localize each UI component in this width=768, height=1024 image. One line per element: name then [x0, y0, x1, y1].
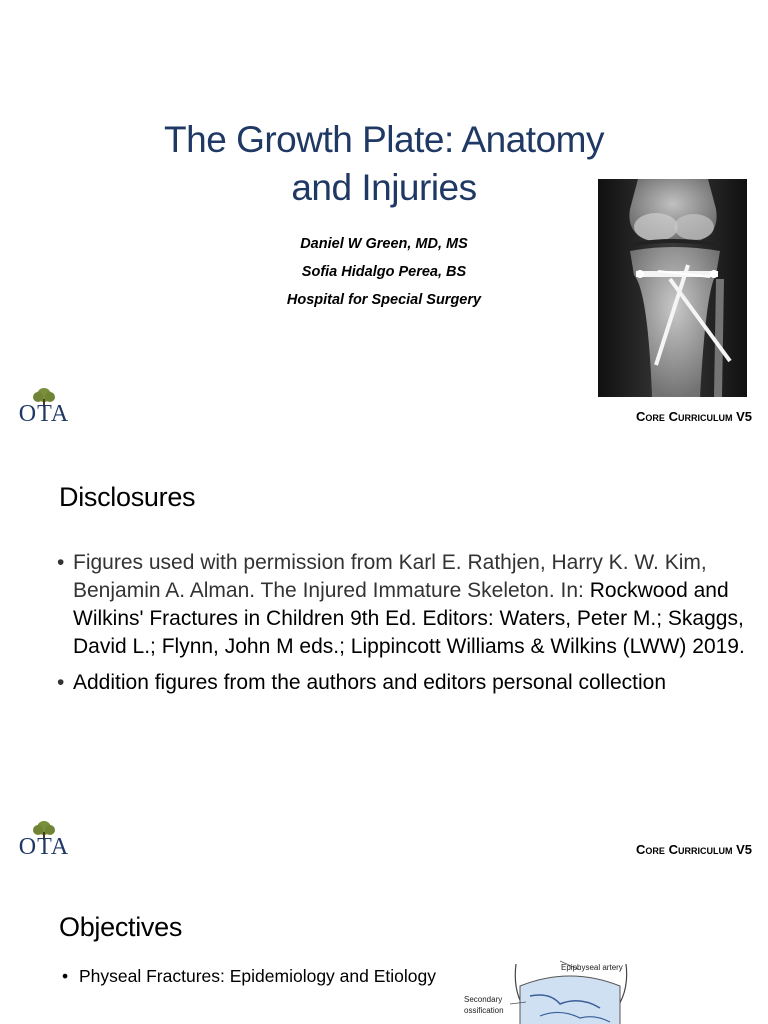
version-label: V5 [736, 409, 752, 424]
bullet-list [62, 964, 442, 988]
institution-line: Hospital for Special Surgery [286, 292, 482, 308]
figure-label: Secondary [464, 995, 503, 1004]
author-line: Daniel W Green, MD, MS [300, 236, 468, 252]
slide-title: Objectives [59, 912, 183, 942]
growth-plate-figure [460, 956, 700, 1024]
core-word: Core [636, 409, 665, 424]
figure-label: ossification [464, 1006, 504, 1015]
bullet-list [57, 549, 747, 705]
bullet-glyph: • [57, 551, 65, 574]
title-slide [0, 0, 768, 432]
bullet-text: Addition figures from the authors and editors personal collection [73, 671, 667, 694]
logo-wordmark: OTA [18, 834, 70, 860]
curriculum-word: Curriculum [668, 842, 733, 857]
figure-label: Epiphyseal artery [561, 963, 623, 972]
ota-logo [12, 387, 76, 432]
bullet-text: Figures used with permission from Karl E. Rathjen, Harry K. W. Kim, Benjamin A. Alman. The Injured Immature Skeleton. In: [73, 551, 707, 602]
ota-logo [12, 820, 76, 864]
core-curriculum-label [636, 409, 752, 424]
bullet-glyph: • [62, 966, 69, 986]
title-line-2: and Injuries [291, 167, 477, 208]
author-list [204, 230, 564, 314]
core-curriculum-label [636, 842, 752, 857]
bullet-text: Physeal Fractures: Epidemiology and Etiology [79, 966, 436, 986]
disclosures-slide [0, 432, 768, 864]
list-item [57, 669, 747, 697]
logo-wordmark: OTA [18, 401, 70, 427]
knee-xray-image [598, 179, 747, 397]
curriculum-word: Curriculum [668, 409, 733, 424]
slide-title: Disclosures [59, 482, 196, 512]
bullet-glyph: • [57, 671, 65, 694]
list-item [57, 549, 747, 661]
bullet-text-dark: Rockwood and Wilkins' Fractures in Children 9th Ed. Editors: Waters, Peter M.; Skaggs, David L.; Flynn, John M eds.; Lippincott Williams & Wilkins (LWW) 2019. [73, 579, 745, 658]
slide-title [84, 116, 684, 212]
title-line-1: The Growth Plate: Anatomy [164, 119, 604, 160]
author-line: Sofia Hidalgo Perea, BS [301, 264, 467, 280]
version-label: V5 [736, 842, 752, 857]
core-word: Core [636, 842, 665, 857]
objectives-slide [0, 864, 768, 1024]
list-item [62, 964, 442, 988]
